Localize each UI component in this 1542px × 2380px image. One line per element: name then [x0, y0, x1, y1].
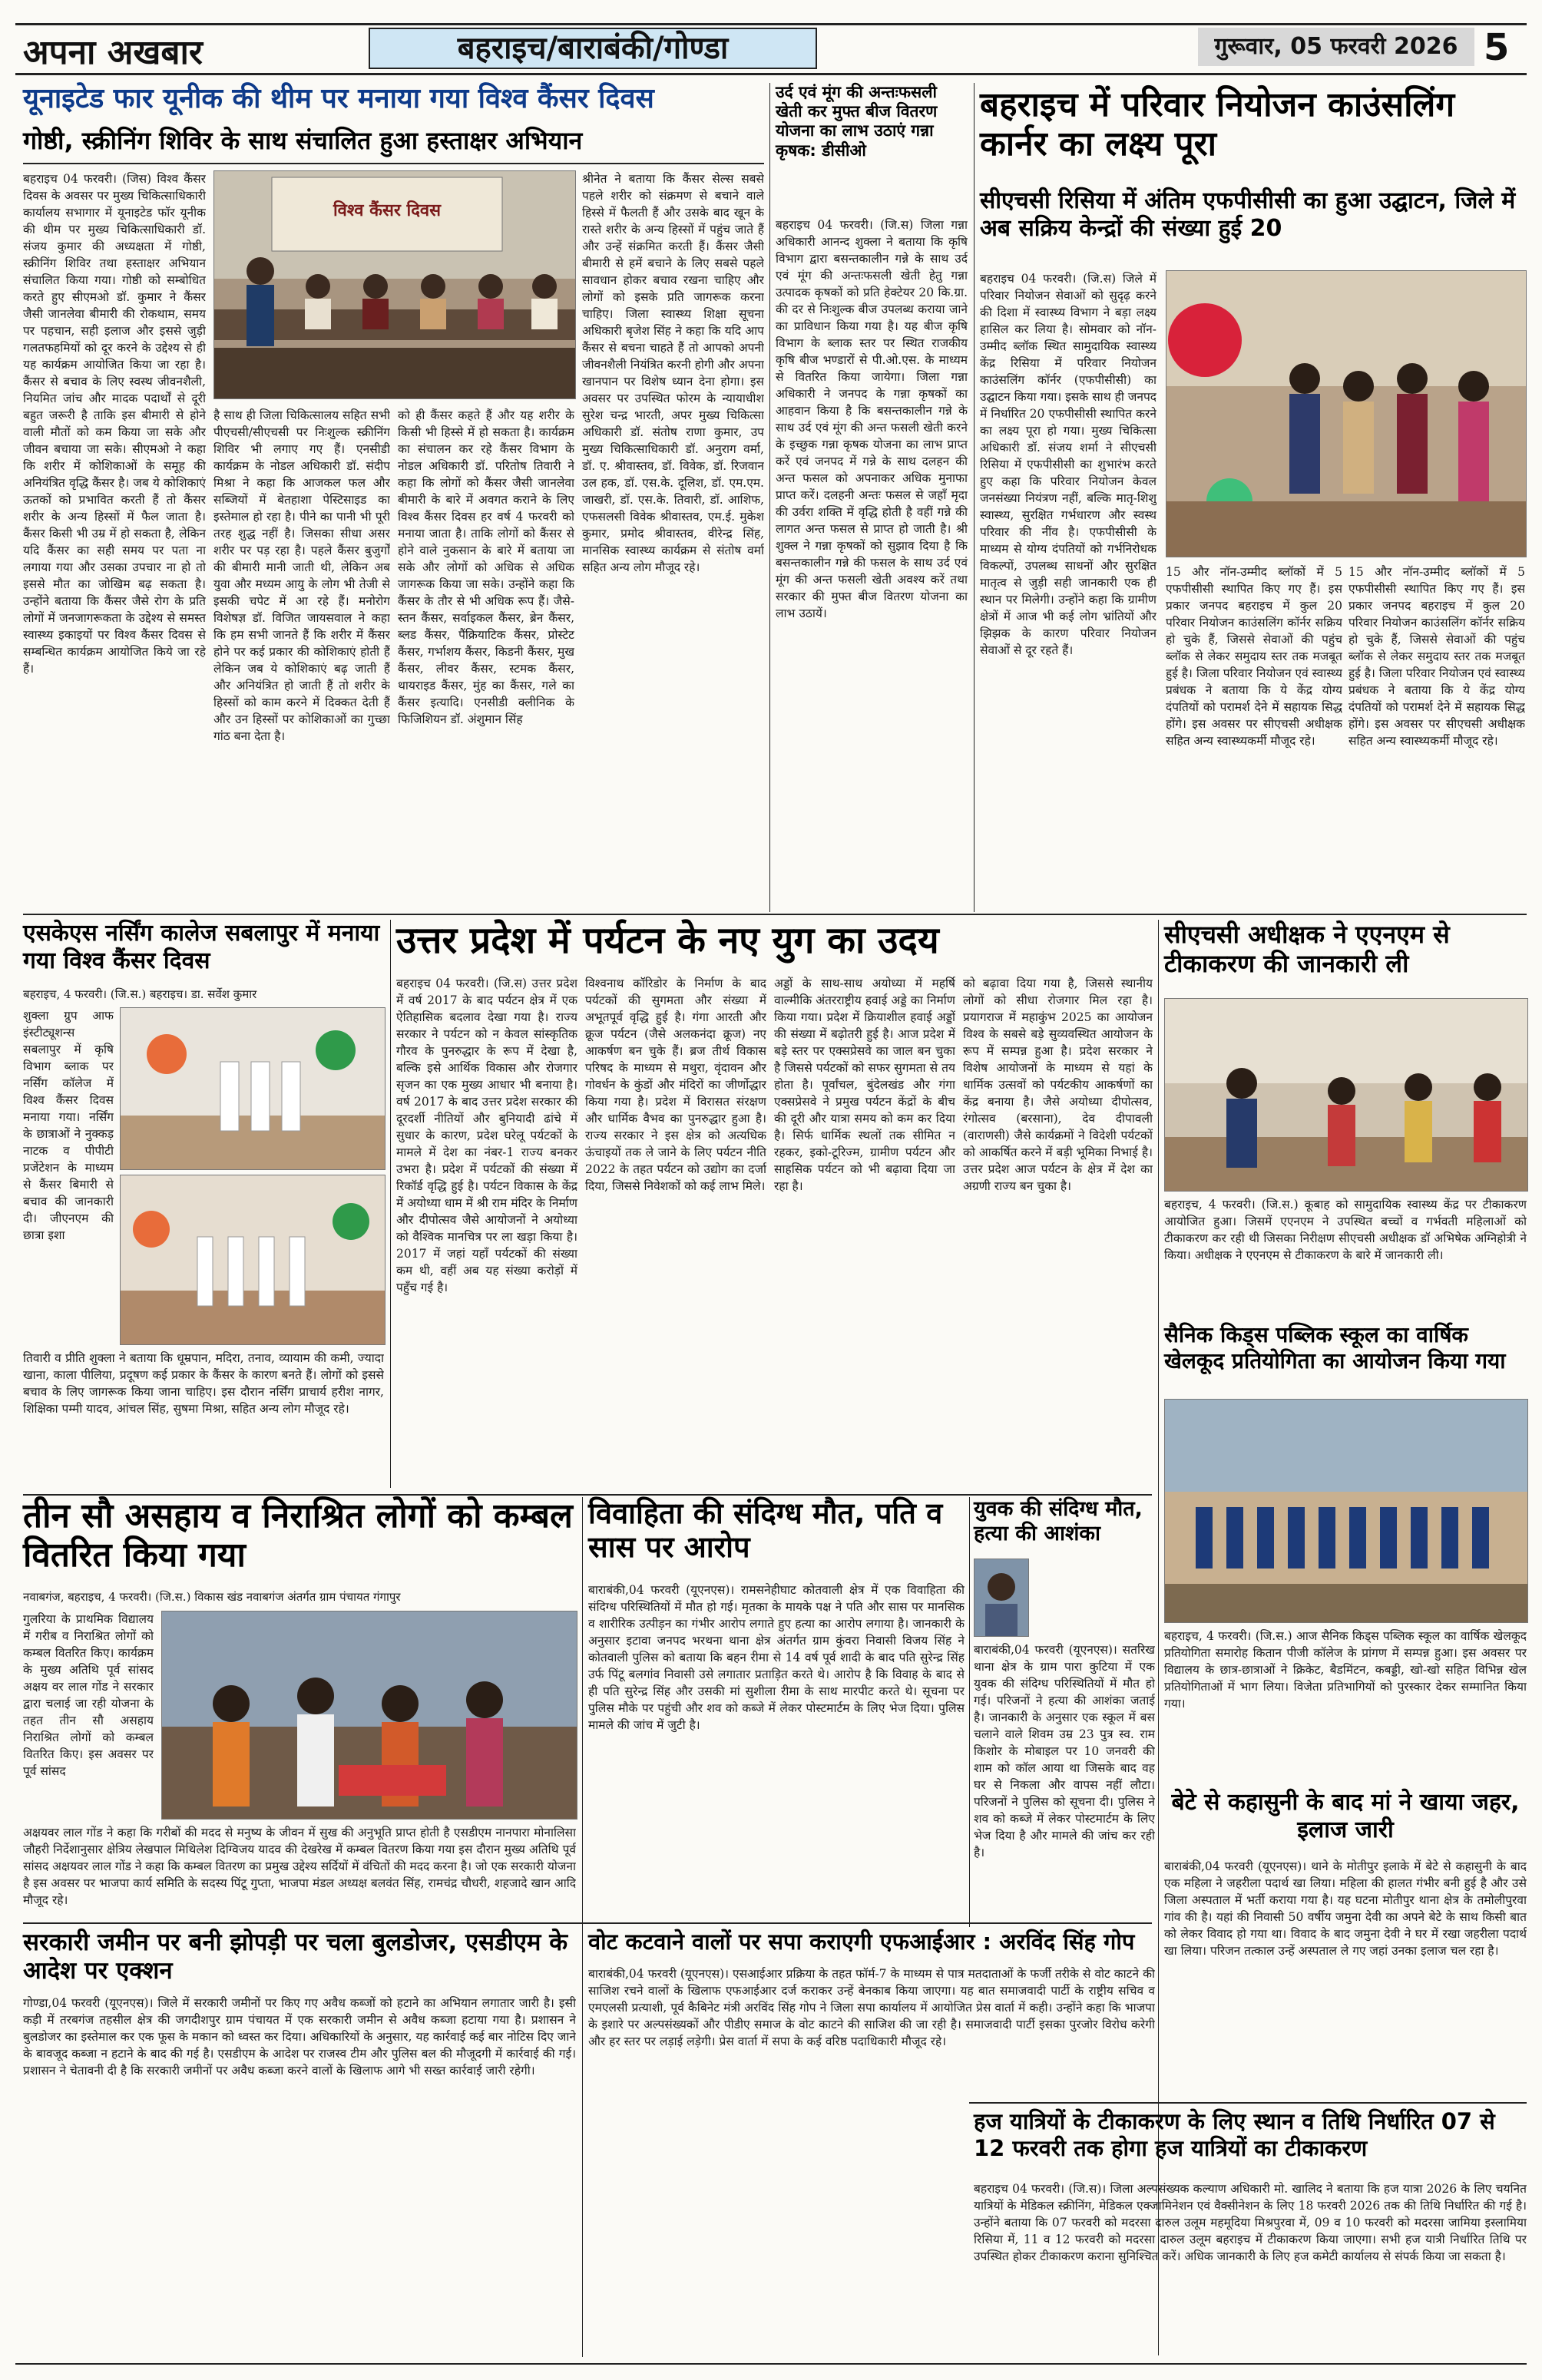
- a1-photo-illustration: [214, 171, 575, 398]
- a1-body-4: श्रीनेत ने बताया कि कैंसर सेल्स सबसे पहले शरीर को संक्रमण से बचाने वाले हिस्से में फैलती हैं और उसके बाद खून के रास्ते शरीर के अन्य हिस्सों में पहुंच जाते हैं और उन्हें संक्रमित करती हैं। कैंसर जैसी बीमारी से हमें बचाने के लिए सबसे पहले सावधान होकर बचाव रखना चाहिए और लोगों को इसके प्रति जागरूक करना चाहिए। जिला स्वास्थ्य शिक्षा सूचना अधिकारी बृजेश सिंह ने कहा कि यदि आप कैंसर से बचना चाहते हैं तो आपको अपनी जीवनशैली नियंत्रित करनी होगी और अपना खानपान पर विशेष ध्यान देना होगा। इस अवसर पर उपस्थित फोरम के न्यायाधीश सुरेश चन्द्र भारती, अपर मुख्य चिकित्सा अधिकारी डॉ. संतोष राणा कुमार, उप मुख्य चिकित्साधिकारी डॉ. अनुराग वर्मा, डॉ. ए. श्रीवास्तव, डॉ. विवेक, डॉ. रिजवान उल हक, डॉ. एस.के. दूलिश, डॉ. एम.एम. जाखरी, डॉ. एस.के. तिवारी, डॉ. आशिफ, एफसलसी विवेक श्रीवास्तव, एम.ई. मुकेश कुमार, प्रमोद श्रीवास्तव, वीरेन्द्र सिंह, मानसिक स्वास्थ्य कार्यक्रम से संतोष वर्मा सहित अन्य लोग मौजूद रहे।: [582, 172, 764, 574]
- a3-column-3: [1348, 564, 1525, 906]
- a12-body: गोण्डा,04 फरवरी (यूएनएस)। जिले में सरकारी जमीनों पर किए गए अवैध कब्जों को हटाने का अभियान लगातार जारी है। इसी कड़ी में तरबगंज तहसील क्षेत्र की जगदीशपुर ग्राम पंचायत में एक सरकारी जमीन से अवैध कब्जा हटाया गया है। प्रशासन ने बुलडोजर का इस्तेमाल कर एक फूस के मकान को ध्वस्त कर दिया। अधिकारियों के अनुसार, यह कार्रवाई कई बार नोटिस दिए जाने के बावजूद कब्जा न हटाने के बाद की गई है। एसडीएम के आदेश पर राजस्व टीम और पुलिस बल की मौजूदगी में कार्रवाई की गई। प्रशासन ने चेतावनी दी है कि सरकारी जमीनों पर अवैध कब्जा करने वालों के खिलाफ आगे भी सख्त कार्रवाई जारी रहेगी।: [23, 1996, 576, 2078]
- a11-headline: बेटे से कहासुनी के बाद मां ने खाया जहर, इलाज जारी: [1171, 1789, 1520, 1843]
- a4-body-1: शुक्ला ग्रुप आफ इंस्टीट्यूशन्स सबलापुर में कृषि विभाग ब्लाक पर नर्सिंग कॉलेज में विश्व कैंसर दिवस मनाया गया। नर्सिंग के छात्राओं ने नुक्कड़ नाटक व पीपीटी प्रजेंटेशन के माध्यम से कैंसर बिमारी से बचाव की जानकारी दी। जीएनएम की छात्रा इशा: [23, 1009, 114, 1242]
- a8-headline: तीन सौ असहाय व निराश्रित लोगों को कम्बल वितरित किया गया: [23, 1496, 573, 1575]
- a8-body-2: अक्षयवर लाल गोंड ने कहा कि गरीबों की मदद से मनुष्य के जीवन में सुख की अनुभूति प्राप्त होती है एसडीएम नानपारा मोनालिसा जौहरी निर्देशानुसार क्षेत्रिय लेखपाल मिथिलेश दिग्विजय यादव की देखरेख में कम्बल वितरण किया गया इस दौरान मुख्य अतिथि पूर्व सांसद अक्षयवर लाल गोंड ने कहा कि कम्बल वितरण का प्रमुख उद्देश्य सर्दियों में वंचितों की मदद करना है। जो एक सरकारी योजना है इस अवसर पर भाजपा कार्य समिति के सदस्य पिंटू गुप्ता, भाजपा मंडल अध्यक्ष बलवंत सिंह, रामचंद्र चौधरी, शहजादे खान आदि मौजूद रहे।: [23, 1826, 576, 1907]
- a1-column-1: [23, 170, 206, 906]
- divider: [974, 83, 975, 912]
- a12-headline: सरकारी जमीन पर बनी झोपड़ी पर चला बुलडोजर, एसडीएम के आदेश पर एक्शन: [23, 1929, 568, 1985]
- a3-photo: [1166, 270, 1527, 557]
- a4-dateline: बहराइच, 4 फरवरी। (जि.स.) बहराइच। डा. सर्वेश कुमार: [23, 987, 257, 1001]
- a3-subhead: सीएचसी रिसिया में अंतिम एफपीसीसी का हुआ उद्घाटन, जिले में अब सक्रिय केन्द्रों की संख्या हुई 20: [980, 187, 1516, 242]
- a3-body-2: 15 और नॉन-उम्मीद ब्लॉकों में 5 एफपीसीसी स्थापित किए गए हैं। इस प्रकार जनपद बहराइच में कुल 20 परिवार नियोजन काउंसलिंग कॉर्नर सक्रिय हो चुके हैं, जिससे सेवाओं की पहुंच ब्लॉक से लेकर समुदाय स्तर तक मजबूत हुई है। जिला परिवार नियोजन एवं स्वास्थ्य प्रबंधक ने बताया कि ये केंद्र योग्य दंपतियों को परामर्श देने में सहायक सिद्ध होंगे। इस अवसर पर सीएचसी अधीक्षक सहित अन्य स्वास्थ्यकर्मी मौजूद रहे।: [1166, 565, 1342, 748]
- a3-dateline: बहराइच 04 फरवरी। (जि.स): [980, 272, 1117, 286]
- a14-body: बहराइच 04 फरवरी। (जि.स)। जिला अल्पसंख्यक कल्याण अधिकारी मो. खालिद ने बताया कि हज यात्रा 2026 के लिए चयनित यात्रियों के मेडिकल स्क्रीनिंग, मेडिकल एक्जामिनेशन एवं वैक्सीनेशन के लिए 18 फरवरी 2026 तक की तिथि निर्धारित की गई है। उन्होंने बताया कि 07 फरवरी को मदरसा दारुल उलूम महमूदिया मिश्रपुरवा में, 09 व 10 फरवरी को मदरसा जामिया इस्लामिया रिसिया में, 11 व 12 फरवरी को मदरसा दारुल उलूम बहराइच में टीकाकरण किया जाएगा। सभी हज यात्री निर्धारित तिथि पर उपस्थित होकर टीकाकरण कराना सुनिश्चित करें। अधिक जानकारी के लिए हज कमेटी कार्यालय से संपर्क किया जा सकता है।: [974, 2182, 1527, 2263]
- a8-dateline: नवाबगंज, बहराइच, 4 फरवरी। (जि.स.) विकास खंड नवाबगंज अंतर्गत ग्राम पंचायत गंगापुर: [23, 1590, 401, 1604]
- a4-headline: एसकेएस नर्सिंग कालेज सबलापुर में मनाया गया विश्व कैंसर दिवस: [23, 920, 380, 974]
- a1-dateline: बहराइच 04 फरवरी। (जिस): [23, 172, 152, 186]
- a5-column-4: [963, 975, 1153, 1488]
- a14-headline: हज यात्रियों के टीकाकरण के लिए स्थान व तिथि निर्धारित 07 से 12 फरवरी तक होगा हज यात्रियों का टीकाकरण: [974, 2108, 1495, 2161]
- a11-column: [1164, 1858, 1527, 2096]
- a14-column: [974, 2180, 1527, 2355]
- divider: [15, 2363, 1527, 2365]
- divider: [23, 1494, 1152, 1496]
- a3-body-1: जिले में परिवार नियोजन सेवाओं को सुदृढ़ करने की दिशा में स्वास्थ्य विभाग ने बड़ा लक्ष्य हासिल कर लिया है। सोमवार को नॉन-उम्मीद ब्लॉक स्थित सामुदायिक स्वास्थ्य केंद्र रिसिया में परिवार नियोजन काउंसलिंग कॉर्नर (एफपीसीसी) का उद्घाटन किया गया। इसके साथ ही जनपद में निर्धारित 20 एफपीसीसी स्थापित करने का लक्ष्य पूरा हो गया। मुख्य चिकित्सा अधिकारी डॉ. संजय शर्मा ने सीएचसी रिसिया में एफपीसीसी का शुभारंभ करते हुए कहा कि परिवार नियोजन केवल जनसंख्या नियंत्रण नहीं, बल्कि मातृ-शिशु स्वास्थ्य, सुरक्षित गर्भधारण और स्वस्थ परिवार की नींव है। एफपीसीसी के माध्यम से योग्य दंपतियों को गर्भनिरोधक विकल्पों, उपलब्ध साधनों और सुरक्षित मातृत्व से जुड़ी सही जानकारी एक ही स्थान पर मिलेगी। उन्होंने कहा कि ग्रामीण क्षेत्रों में आज भी कई लोग भ्रांतियों और झिझक के कारण परिवार नियोजन सेवाओं से दूर रहते हैं।: [980, 272, 1156, 657]
- a4-photo-2-illustration: [121, 1175, 385, 1344]
- a2-headline: उर्द एवं मूंग की अन्तःफसली खेती कर मुफ्त बीज वितरण योजना का लाभ उठाएं गन्ना कृषक: डीसीओ: [776, 83, 938, 160]
- a8-column-1: [23, 1611, 154, 1818]
- a4-photo-1: [120, 1007, 386, 1170]
- divider: [582, 1497, 583, 2357]
- a9-body: बाराबंकी,04 फरवरी (यूएनएस)। रामसनेहीघाट कोतवाली क्षेत्र में एक विवाहिता की संदिग्ध परिस्थितियों में मौत हो गई। मृतका के मायके पक्ष ने पति और सास पर मानसिक व शारीरिक उत्पीड़न का गंभीर आरोप लगाते हुए हत्या का आरोप लगाया है। जानकारी के अनुसार इटावा जनपद भरथना थाना क्षेत्र अंतर्गत ग्राम कुंवरा निवासी विजय सिंह ने कोतवाली पुलिस को बताया कि बहन रीमा से 14 वर्ष पूर्व शादी के बाद पति सुरेन्द्र सिंह उर्फ पिंटू बलगांव निवासी उसे लगातार प्रताड़ित करते थे। आरोप है कि विवाह के बाद से ही पति सुरेन्द्र सिंह और उसकी मां सुशीला रीमा के साथ मारपीट करते थे। सूचना पर पुलिस मौके पर पहुंची और शव को कब्जे में लेकर पोस्टमार्टम के लिए भेज दिया। पुलिस मामले की जांच में जुटी है।: [588, 1583, 965, 1732]
- a8-body-1: गुलरिया के प्राथमिक विद्यालय में गरीब व निराश्रित लोगों को कम्बल वितरित किए। कार्यक्रम के मुख्य अतिथि पूर्व सांसद अक्षय वर लाल गोंड ने सरकार द्वारा चलाई जा रही योजना के तहत तीन सौ असहाय निराश्रित लोगों को कम्बल वितरित किए। इस अवसर पर पूर्व सांसद: [23, 1612, 154, 1778]
- divider: [969, 2102, 1527, 2104]
- a9-headline: विवाहिता की संदिग्ध मौत, पति व सास पर आरोप: [588, 1496, 943, 1564]
- a6-photo: [1164, 998, 1528, 1192]
- a1-body-3: को ही कैंसर कहते हैं और यह शरीर के किसी भी हिस्से में हो सकता है। कार्यक्रम का संचालन कर रहे कैंसर विभाग के नोडल अधिकारी डॉ. परितोष तिवारी ने कहा कि लोगों को कैंसर जैसी जानलेवा बीमारी के बारे में अवगत कराने के लिए विश्व कैंसर दिवस हर वर्ष 4 फरवरी को मनाया जाता है। ताकि लोगों को कैंसर से होने वाले नुकसान के बारे में बताया जा सके और लोगों को अधिक से अधिक जागरूक किया जा सके। उन्होंने कहा कि कैंसर के तौर से भी अधिक रूप हैं। जैसे- स्तन कैंसर, सर्वाइकल कैंसर, ब्रेन कैंसर, ब्लड कैंसर, पैंक्रियाटिक कैंसर, प्रोस्टेट कैंसर, गर्भाशय कैंसर, किडनी कैंसर, मुख कैंसर, लीवर कैंसर, स्टमक कैंसर, थायराइड कैंसर, मुंह का कैंसर, गले का कैंसर इत्यादि। एनसीडी क्लीनिक के फिजिशियन डॉ. अंशुमान सिंह: [398, 408, 574, 726]
- a3-photo-illustration: [1166, 271, 1526, 557]
- a5-column-3: [774, 975, 955, 1488]
- a1-photo: [213, 170, 576, 399]
- divider: [969, 1497, 970, 1927]
- a4-photo-1-illustration: [121, 1008, 385, 1169]
- a10-body: बाराबंकी,04 फरवरी (यूएनएस)। सतरिख थाना क्षेत्र के ग्राम पारा कुटिया में एक युवक की संदिग्ध परिस्थितियों में मौत हो गई। परिजनों ने हत्या की आशंका जताई है। जानकारी के अनुसार एक स्कूल में बस चलाने वाले शिवम उम्र 23 पुत्र स्व. राम किशोर के मोबाइल पर 10 जनवरी की शाम को कॉल आया था जिसके बाद वह घर से निकला और वापस नहीं लौटा। परिजनों ने पुलिस को सूचना दी। पुलिस ने शव को कब्जे में लेकर पोस्टमार्टम के लिए भेज दिया है और मामले की जांच कर रही है।: [974, 1643, 1155, 1859]
- a2-body: जिला गन्ना अधिकारी आनन्द शुक्ला ने बताया कि कृषि विभाग द्वारा बसन्तकालीन गन्ने के साथ उर्द एवं मूंग की अन्तःफसली खेती हेतु गन्ना उत्पादक कृषकों को प्रति हेक्टेयर 20 कि.ग्रा. की दर से निःशुल्क बीज उपलब्ध कराया जाने का प्राविधान किया गया है। यह बीज कृषि विभाग के ब्लाक स्तर पर स्थित राजकीय कृषि बीज भण्डारों से पी.ओ.एस. के माध्यम से वितरित किया जायेगा। जिला गन्ना अधिकारी ने जनपद के गन्ना कृषकों का आहवान किया है कि बसन्तकालीन गन्ने के साथ उर्द एवं मूंग की अन्त फसली खेती करने के इच्छुक गन्ना कृषक योजना का लाभ प्राप्त करें एवं जनपद में गन्ने के साथ दलहन की अन्त फसल को अपनाकर अधिक मुनाफा प्राप्त करें। दलहनी अन्तः फसल से जहाँ मृदा की उर्वरा शक्ति में वृद्धि होती है वहीं गन्ने की लागत अन्त फसल से प्राप्त हो जाती है। श्री शुक्ल ने गन्ना कृषकों को सुझाव दिया है कि बसन्तकालीन गन्ने की फसल के साथ उर्द एवं मूंग की अन्त फसली खेती अवश्य करें तथा सरकार की मुफ्त बीज वितरण योजना का लाभ उठायें।: [776, 218, 968, 620]
- a10-photo-illustration: [975, 1559, 1028, 1636]
- a4-column-1: [23, 1007, 114, 1344]
- a1-headline: यूनाइटेड फार यूनीक की थीम पर मनाया गया विश्व कैंसर दिवस: [23, 83, 654, 114]
- a7-photo-illustration: [1165, 1400, 1527, 1622]
- a2-column: [776, 217, 968, 906]
- a8-photo-illustration: [162, 1611, 577, 1819]
- a1-column-2: [213, 407, 390, 906]
- a5-headline: उत्तर प्रदेश में पर्यटन के नए युग का उदय: [396, 919, 939, 962]
- city-editions: बहराइच/बाराबंकी/गोण्डा: [369, 28, 817, 69]
- a1-subhead: गोष्ठी, स्क्रीनिंग शिविर के साथ संचालित हुआ हस्ताक्षर अभियान: [23, 126, 583, 155]
- a5-column-1: [396, 975, 577, 1488]
- a6-headline: सीएचसी अधीक्षक ने एएनएम से टीकाकरण की जानकारी ली: [1164, 920, 1450, 979]
- divider: [23, 914, 1527, 915]
- a5-body-2: विश्वनाथ कॉरिडोर के निर्माण के बाद पर्यटकों की सुगमता और संख्या में अभूतपूर्व वृद्धि हुई है। गंगा आरती और क्रूज पर्यटन (जैसे अलकनंदा क्रूज) नए आकर्षण बन चुके हैं। ब्रज तीर्थ विकास परिषद के माध्यम से मथुरा, वृंदावन और गोवर्धन के कुंडों और मंदिरों का जीर्णोद्धार किया गया है। प्रदेश में विरासत संरक्षण और धार्मिक वैभव का पुनरुद्धार हुआ है। राज्य सरकार ने इस क्षेत्र को अत्यधिक ऊंचाइयों तक ले जाने के लिए पर्यटन नीति 2022 के तहत पर्यटन को उद्योग का दर्जा दिया, जिससे निवेशकों को कई लाभ मिले।: [585, 977, 766, 1193]
- a3-headline: बहराइच में परिवार नियोजन काउंसलिंग कार्नर का लक्ष्य पूरा: [980, 85, 1455, 164]
- a7-body: बहराइच, 4 फरवरी। (जि.स.) आज सैनिक किड्स पब्लिक स्कूल का वार्षिक खेलकूद प्रतियोगिता समारोह कितान पीजी कॉलेज के प्रांगण में सम्पन्न हुआ। इस अवसर पर विद्यालय के छात्र-छात्राओं ने क्रिकेट, बैडमिंटन, कबड्डी, खो-खो सहित विभिन्न खेल प्रतियोगिताओं में भाग लिया। विजेता प्रतिभागियों को पुरस्कार देकर सम्मानित किया गया।: [1164, 1629, 1527, 1711]
- a9-column: [588, 1582, 965, 1916]
- a5-body-4: को बढ़ावा दिया गया है, जिससे स्थानीय लोगों को सीधा रोजगार मिल रहा है। प्रयागराज में महाकुंभ 2025 का आयोजन विश्व के सबसे बड़े सुव्यवस्थित आयोजन के रूप में सम्पन्न हुआ है। प्रदेश सरकार ने विशेष आयोजनों के माध्यम से यहां के धार्मिक उत्सवों को पर्यटकीय आकर्षणों का केंद्र बनाया है। जैसे अयोध्या दीपोत्सव, रंगोत्सव (बरसाना), देव दीपावली (वाराणसी) जैसे कार्यक्रमों ने विदेशी पर्यटकों को आकर्षित करने में बड़ी भूमिका निभाई है। उत्तर प्रदेश आज पर्यटन के क्षेत्र में देश का अग्रणी राज्य बन चुका है।: [963, 977, 1153, 1193]
- a10-column: [974, 1641, 1155, 1916]
- a1-banner-text: विश्व कैंसर दिवस: [333, 201, 442, 220]
- a3-column-2: [1166, 564, 1342, 906]
- a7-photo: [1164, 1399, 1528, 1623]
- a3-column-1: [980, 270, 1156, 906]
- a8-column-2: [23, 1824, 576, 1916]
- divider: [769, 83, 770, 912]
- a10-photo: [974, 1559, 1029, 1637]
- a11-body: बाराबंकी,04 फरवरी (यूएनएस)। थाने के मोतीपुर इलाके में बेटे से कहासुनी के बाद एक महिला ने जहरीला पदार्थ खा लिया। महिला की हालत गंभीर बनी हुई है और उसे जिला अस्पताल में भर्ती कराया गया है। यह घटना मोतीपुर थाना क्षेत्र के तमोलीपुरवा गांव की है। यहां की निवासी 50 वर्षीय जमुना देवी का अपने बेटे के साथ किसी बात को लेकर विवाद हो गया था। विवाद के बाद जमुना देवी ने घर में रखा जहरीला पदार्थ खा लिया। परिजन तत्काल उन्हें अस्पताल ले गए जहां उनका इलाज चल रहा है।: [1164, 1859, 1527, 1958]
- a13-headline: वोट कटवाने वालों पर सपा कराएगी एफआईआर : अरविंद सिंह गोप: [588, 1929, 1135, 1955]
- a4-photo-2: [120, 1175, 386, 1345]
- issue-date: गुरूवार, 05 फरवरी 2026: [1198, 28, 1474, 66]
- a1-body-2: है साथ ही जिला चिकित्सालय सहित सभी पीएचसी/सीएचसी पर निःशुल्क स्क्रीनिंग शिविर भी लगाए गए हैं। एनसीडी कार्यक्रम के नोडल अधिकारी डॉ. संदीप मिश्रा ने कहा कि आजकल फल और सब्जियों में बेतहाशा पेस्टिसाइड का इस्तेमाल हो रहा है। पीने का पानी भी पूरी तरह शुद्ध नहीं है। जिसका सीधा असर शरीर पर पड़ रहा है। पहले कैंसर बुजुर्गों की बीमारी मानी जाती थी, लेकिन अब युवा और मध्यम आयु के लोग भी तेजी से इसकी चपेट में आ रहे हैं। मनोरोग विशेषज्ञ डॉ. विजित जायसवाल ने कहा कि हम सभी जानते हैं कि शरीर में कैंसर होने पर कई प्रकार की कोशिकाएं होती हैं लेकिन जब ये कोशिकाएं बढ़ जाती हैं और अनियंत्रित हो जाती हैं तो शरीर के हिस्सों को काम करने में दिक्कत देती हैं और उन हिस्सों पर कोशिकाओं का गुच्छा गांठ बना देता है।: [213, 408, 390, 743]
- a6-body: बहराइच, 4 फरवरी। (जि.स.) कूबाह को सामुदायिक स्वास्थ्य केंद्र पर टीकाकरण आयोजित हुआ। जिसमें एएनएम ने उपस्थित बच्चों व गर्भवती महिलाओं को टीकाकरण कर रही थी जिसका निरीक्षण सीएचसी अधीक्षक डॉ अभिषेक अग्निहोत्री ने किया। अधीक्षक ने एएनएम से टीकाकरण के बारे में जानकारी ली।: [1164, 1198, 1527, 1262]
- divider: [23, 163, 764, 164]
- a2-dateline: बहराइच 04 फरवरी। (जि.स): [776, 218, 914, 232]
- a5-body-3: अड्डों के साथ-साथ अयोध्या में महर्षि वाल्मीकि अंतरराष्ट्रीय हवाई अड्डे का निर्माण किया गया। प्रदेश में क्रियाशील हवाई अड्डों की संख्या में बढ़ोतरी हुई है। आज प्रदेश में बड़े स्तर पर एक्सप्रेसवे का जाल बन चुका है जिससे पर्यटकों को सफर सुगमता से तय होता है। पूर्वांचल, बुंदेलखंड और गंगा एक्सप्रेसवे ने प्रमुख पर्यटन केंद्रों के बीच की दूरी और यात्रा समय को कम कर दिया है। सिर्फ धार्मिक स्थलों तक सीमित न रहकर, इको-टूरिज्म, ग्रामीण पर्यटन और साहसिक पर्यटन को भी बढ़ावा दिया जा रहा है।: [774, 977, 955, 1193]
- a1-body-1: विश्व कैंसर दिवस के अवसर पर मुख्य चिकित्साधिकारी कार्यालय सभागार में यूनाइटेड फॉर यूनीक की थीम पर मुख्य चिकित्साधिकारी डॉ. संजय कुमार की अध्यक्षता में गोष्ठी, स्क्रीनिंग शिविर तथा हस्ताक्षर अभियान संचालित किया गया। गोष्ठी को सम्बोधित करते हुए सीएमओ डॉ. कुमार ने कैंसर जैसी जानलेवा बीमारी की रोकथाम, समय पर पहचान, सही इलाज और इससे जुड़ी गलतफहमियों को दूर करने के उद्देश्य से ही यह कार्यक्रम आयोजित किया जा रहा है। कैंसर से बचाव के लिए स्वस्थ जीवनशैली, नियमित जांच और मादक पदार्थों से दूरी बहुत जरूरी है ताकि इस बीमारी से होने वाली मौतों को कम किया जा सके और जीवन बचाया जा सके। सीएमओ ने कहा कि शरीर में कोशिकाओं के समूह की अनियंत्रित वृद्धि कैंसर है। जब ये कोशिकाएं ऊतकों को प्रभावित करती हैं तो कैंसर शरीर के अन्य हिस्सों में फैल जाता है। कैंसर किसी भी उम्र में हो सकता है, लेकिन यदि कैंसर का सही समय पर पता ना लगाया गया और उसका उपचार ना हो तो इससे मौत का जोखिम बढ़ सकता है। उन्होंने बताया कि कैंसर जैसे रोग के प्रति लोगों में जनजागरूकता के उद्देश्य से समस्त स्वास्थ्य इकाइयों पर विश्व कैंसर दिवस से सम्बन्धित कार्यक्रम आयोजित किये जा रहे हैं।: [23, 172, 206, 676]
- a4-column-2: [23, 1350, 384, 1488]
- a7-headline: सैनिक किड्स पब्लिक स्कूल का वार्षिक खेलकूद प्रतियोगिता का आयोजन किया गया: [1164, 1322, 1506, 1373]
- page-number: 5: [1484, 26, 1510, 69]
- divider: [390, 920, 391, 1488]
- a5-dateline: बहराइच 04 फरवरी। (जि.स): [396, 977, 528, 990]
- a13-body: बाराबंकी,04 फरवरी (यूएनएस)। एसआईआर प्रक्रिया के तहत फॉर्म-7 के माध्यम से पात्र मतदाताओं के फर्जी तरीके से वोट काटने की साजिश रचने वालों के खिलाफ एफआईआर दर्ज कराकर उन्हें बेनकाब किया जाएगा। यह बात समाजवादी पार्टी के राष्ट्रीय सचिव व एमएलसी प्रत्याशी, पूर्व कैबिनेट मंत्री अरविंद सिंह गोप ने जिला सपा कार्यालय में आयोजित प्रेस वार्ता में कही। उन्होंने कहा कि भाजपा के इशारे पर अल्पसंख्यकों और पीडीए समाज के वोट काटने की साजिश की जा रही है। समाजवादी पार्टी इसका पुरजोर विरोध करेगी और हर स्तर पर लड़ाई लड़ेगी। प्रेस वार्ता में सपा के कई वरिष्ठ पदाधिकारी मौजूद रहे।: [588, 1967, 1155, 2048]
- a12-column: [23, 1995, 576, 2355]
- divider: [23, 1922, 1152, 1924]
- a7-column: [1164, 1628, 1527, 1781]
- a1-column-4: [582, 170, 764, 906]
- a10-headline: युवक की संदिग्ध मौत, हत्या की आशंका: [974, 1497, 1143, 1546]
- a1-column-3: [398, 407, 574, 906]
- a5-body-1: उत्तर प्रदेश में वर्ष 2017 के बाद पर्यटन क्षेत्र में एक ऐतिहासिक बदलाव देखा गया है। राज्य सरकार ने पर्यटन को न केवल सांस्कृतिक गौरव के पुनरुद्धार के रूप में देखा है, बल्कि इसे आर्थिक विकास और रोजगार सृजन का एक मुख्य आधार भी बनाया है। वर्ष 2017 के बाद उत्तर प्रदेश सरकार की दूरदर्शी नीतियों और बुनियादी ढांचे में सुधार के कारण, प्रदेश घरेलू पर्यटकों के मामले में देश का नंबर-1 राज्य बनकर उभरा है। प्रदेश में पर्यटकों की संख्या में रिकॉर्ड वृद्धि हुई है। पर्यटन विकास के केंद्र में अयोध्या धाम में श्री राम मंदिर के निर्माण और दीपोत्सव जैसे आयोजनों ने अयोध्या को वैश्विक मानचित्र पर ला खड़ा किया है। 2017 में जहां यहाँ पर्यटकों की संख्या कम थी, वहीं अब यह संख्या करोड़ों में पहुँच गई है।: [396, 977, 577, 1294]
- a5-column-2: [585, 975, 766, 1488]
- a8-photo: [161, 1611, 577, 1820]
- a6-photo-illustration: [1165, 999, 1527, 1191]
- a4-body-2: तिवारी व प्रीति शुक्ला ने बताया कि धूम्रपान, मदिरा, तनाव, व्यायाम की कमी, ज्यादा खाना, काला पीलिया, प्रदूषण कई प्रकार के कैंसर के कारण बनते हैं। लोगों को इससे बचाव के लिए जागरूक किया जाना चाहिए। इस दौरान नर्सिंग प्राचार्य हरीश नागर, शिक्षिका पम्मी यादव, आंचल सिंह, सुषमा मिश्रा, सहित अन्य लोग मौजूद रहे।: [23, 1351, 384, 1416]
- a3-body-2-continued: 15 और नॉन-उम्मीद ब्लॉकों में 5 एफपीसीसी स्थापित किए गए हैं। इस प्रकार जनपद बहराइच में कुल 20 परिवार नियोजन काउंसलिंग कॉर्नर सक्रिय हो चुके हैं, जिससे सेवाओं की पहुंच ब्लॉक से लेकर समुदाय स्तर तक मजबूत हुई है। जिला परिवार नियोजन एवं स्वास्थ्य प्रबंधक ने बताया कि ये केंद्र योग्य दंपतियों को परामर्श देने में सहायक सिद्ध होंगे। इस अवसर पर सीएचसी अधीक्षक सहित अन्य स्वास्थ्यकर्मी मौजूद रहे।: [1348, 565, 1525, 748]
- paper-name: अपना अखबार: [23, 33, 203, 72]
- a6-column: [1164, 1196, 1527, 1319]
